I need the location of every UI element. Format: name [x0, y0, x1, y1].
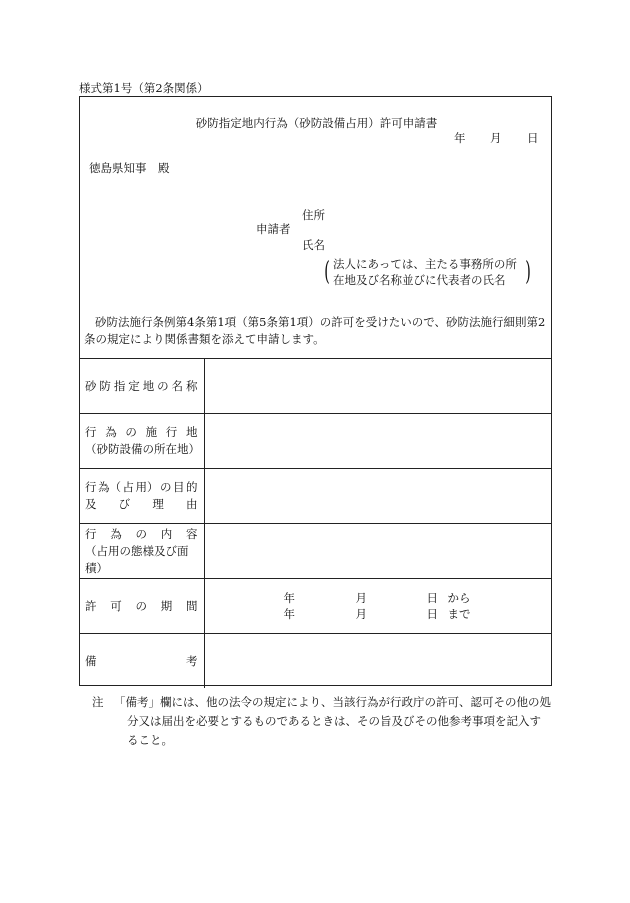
date-day: 日	[527, 131, 539, 145]
corporate-note	[324, 257, 531, 287]
period-to-month: 月	[355, 607, 367, 621]
period-from-label: から	[447, 591, 471, 605]
form-title: 砂防指定地内行為（砂防設備占用）許可申請書	[195, 116, 438, 130]
period-from-day: 日	[426, 591, 438, 605]
date-month: 月	[490, 131, 502, 145]
table-row	[79, 414, 552, 469]
application-table	[79, 358, 552, 688]
application-form	[79, 96, 552, 686]
corporate-note-line1: 法人にあっては、主たる事務所の所	[333, 257, 517, 271]
period-from-month: 月	[355, 591, 367, 605]
purpose-line1: 行 為（ 占 用） の 目 的	[85, 480, 198, 494]
period-from-year: 年	[283, 591, 295, 605]
location-text: 行 為 の 施 行 地	[85, 425, 198, 439]
form-number: 様式第1号（第2条関係）	[79, 81, 209, 95]
footnote	[92, 693, 552, 750]
left-bracket: (	[324, 257, 330, 287]
remarks-text: 備 考	[85, 653, 198, 668]
content-label	[79, 524, 204, 579]
location-sub: （砂防設備の所在地）	[85, 442, 200, 456]
period-to-label: まで	[447, 607, 471, 621]
content-field[interactable]	[204, 524, 552, 579]
table-row	[79, 469, 552, 524]
period-text: 許 可 の 期 間	[85, 598, 198, 613]
remarks-label	[79, 634, 204, 689]
period-label	[79, 579, 204, 634]
application-statement: 砂防法施行条例第4条第1項（第5条第1項）の許可を受けたいので、砂防法施行細則第2条の規定により関係書類を添えて申請します。	[84, 315, 546, 346]
period-field[interactable]	[204, 579, 552, 634]
applicant-address-label: 住所	[302, 208, 325, 222]
site-name-field[interactable]	[204, 359, 552, 414]
location-label	[79, 414, 204, 469]
site-name-text: 砂 防 指 定 地 の 名 称	[85, 378, 198, 393]
applicant-label: 申請者	[256, 222, 291, 236]
table-row	[79, 524, 552, 579]
remarks-field[interactable]	[204, 634, 552, 689]
content-text: 行 為 の 内 容	[85, 526, 198, 541]
period-to-year: 年	[283, 607, 295, 621]
purpose-line2: 及 び 理 由	[85, 497, 198, 511]
location-field[interactable]	[204, 414, 552, 469]
corporate-note-line2: 在地及び名称並びに代表者の氏名	[333, 273, 506, 287]
site-name-label	[79, 359, 204, 414]
footnote-text: 「備考」欄には、他の法令の規定により、当該行為が行政庁の許可、認可その他の処分又は届出を必要とするものであるときは、その旨及びその他参考事項を記入すること。	[114, 695, 551, 747]
right-bracket: )	[525, 257, 531, 287]
period-to-day: 日	[426, 607, 438, 621]
table-row	[79, 634, 552, 689]
date-year: 年	[454, 131, 466, 145]
purpose-label	[79, 469, 204, 524]
table-row	[79, 579, 552, 634]
applicant-name-label: 氏名	[302, 238, 325, 252]
footnote-head: 注	[92, 695, 104, 709]
addressee: 徳島県知事 殿	[89, 161, 170, 175]
purpose-field[interactable]	[204, 469, 552, 524]
table-row	[79, 359, 552, 414]
content-sub: （占用の態様及び面積）	[85, 543, 189, 575]
